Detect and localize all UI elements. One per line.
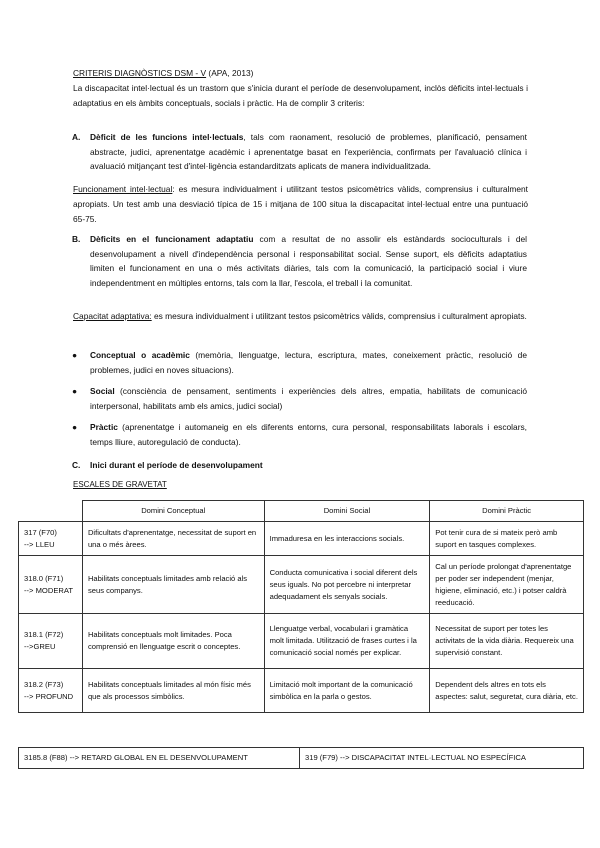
criterion-heading: Dèficits en el funcionament adaptatiu xyxy=(90,234,254,244)
header-empty xyxy=(19,501,83,522)
conceptual-cell: Dificultats d'aprenentatge, necessitat de suport en una o més àrees. xyxy=(82,522,264,556)
title-main: CRITERIS DIAGNÒSTICS DSM - V xyxy=(73,68,207,78)
funcionament-text: : es mesura individualment i utilitzant testos psicomètrics vàlids, comprensius i culturalment apropiats. Un test amb una desviació típica de 15 i mitjana de 100 situa la discapacitat intel·lectual entre una puntuació 65-75. xyxy=(73,184,529,224)
bullet-icon: ● xyxy=(72,350,78,360)
escales-title: ESCALES DE GRAVETAT xyxy=(73,480,167,489)
practic-cell: Dependent dels altres en tots els aspectes: salut, seguretat, cura diària, etc. xyxy=(430,669,584,713)
bullet-text: (aprenentatge i automaneig en els diferents entorns, cura personal, responsabilitats laborals i escolars, temps lliure, autoregulació de conducta). xyxy=(90,422,527,447)
criterion-letter: C. xyxy=(72,460,81,470)
criterion-letter: B. xyxy=(72,234,81,244)
criterion-b xyxy=(72,232,527,290)
criterion-c xyxy=(72,458,527,473)
severity-cell xyxy=(19,522,83,556)
severity-level: --> MODERAT xyxy=(24,585,74,595)
practic-cell: Cal un període prolongat d'aprenentatge per poder ser independent (menjar, higiene, eliminació, etc.) i potser caldrà reeducació. xyxy=(430,556,584,614)
severity-level: --> PROFUND xyxy=(24,691,74,701)
criterion-letter: A. xyxy=(72,132,81,142)
bullet-heading: Pràctic xyxy=(90,422,118,432)
funcionament-label: Funcionament intel·lectual xyxy=(73,184,173,194)
severity-code: 317 (F70) xyxy=(24,527,57,537)
title-ref: (APA, 2013) xyxy=(206,68,254,78)
severity-cell xyxy=(19,556,83,614)
bullet-text: (memòria, llenguatge, lectura, escriptura, mates, coneixement pràctic, resolució de problemes, judici en noves situacions). xyxy=(90,350,527,375)
criterion-heading: Inici durant el període de desenvolupament xyxy=(90,460,263,470)
capacitat-paragraph xyxy=(73,309,528,324)
bullet-conceptual xyxy=(72,348,527,377)
criterion-text: , tals com raonament, resolució de problemes, planificació, pensament abstracte, judici, aprenentatge acadèmic i aprenentatge basat en l'experiència, confirmats per l'avaluació clínica i avaluació mitjançant test d'intel·ligència estandarditzats aplicats de manera individualitzada. xyxy=(90,132,527,171)
table-row xyxy=(19,748,584,769)
header-practic: Domini Pràctic xyxy=(430,501,584,522)
severity-code: 318.1 (F72) xyxy=(24,630,64,639)
header-social: Domini Social xyxy=(264,501,430,522)
practic-cell: Necessitat de suport per totes les activitats de la vida diària. Requereix una supervisió constant. xyxy=(430,614,584,669)
practic-cell: Pot tenir cura de si mateix però amb suport en tasques complexes. xyxy=(430,522,584,556)
severity-level: -->GREU xyxy=(24,642,56,651)
header-conceptual: Domini Conceptual xyxy=(82,501,264,522)
capacitat-text: es mesura individualment i utilitzant testos psicomètrics vàlids, comprensius i culturalment apropiats. xyxy=(151,311,527,321)
bullet-icon: ● xyxy=(72,386,78,396)
conceptual-cell: Habilitats conceptuals molt limitades. Poca comprensió en llenguatge escrit o conceptes. xyxy=(82,614,264,669)
intro-paragraph: La discapacitat intel·lectual és un trastorn que s'inicia durant el període de desenvolupament, inclòs dèficits intel·lectuals i adaptatius en els àmbits conceptuals, socials i pràctic. Ha de complir 3 criteris: xyxy=(73,83,528,108)
bullet-text: (consciència de pensament, sentiments i experiències dels altres, empatia, habilitats de comunicació interpersonal, habilitats amb els amics, judici social) xyxy=(90,386,527,411)
severity-cell xyxy=(19,669,83,713)
table-row xyxy=(19,614,584,669)
capacitat-label: Capacitat adaptativa: xyxy=(73,311,152,321)
bullet-social xyxy=(72,384,527,413)
table-row xyxy=(19,522,584,556)
conceptual-cell: Habilitats conceptuals limitades al món físic més que als processos simbòlics. xyxy=(82,669,264,713)
table-header-row xyxy=(19,501,584,522)
bullet-heading: Social xyxy=(90,386,115,396)
unspecified-cell: 319 (F79) --> DISCAPACITAT INTEL·LECTUAL NO ESPECÍFICA xyxy=(300,748,584,769)
social-cell: Limitació molt important de la comunicació simbòlica en la parla o gestos. xyxy=(264,669,430,713)
severity-code: 318.2 (F73) xyxy=(24,679,64,689)
criterion-heading: Dèficit de les funcions intel·lectuals xyxy=(90,132,244,142)
severity-table xyxy=(18,500,584,713)
social-cell: Conducta comunicativa i social diferent dels seus iguals. No pot percebre ni interpretar adequadament els senyals socials. xyxy=(264,556,430,614)
severity-level: --> LLEU xyxy=(24,539,55,549)
table-row xyxy=(19,556,584,614)
criterion-text: com a resultat de no assolir els estàndards socioculturals i del desenvolupament a nivell d'independència personal i responsabilitat social. Sense suport, els dèficits adaptatius limiten el funcionament en una o més activitats diàries, tals com la comunicació, la participació social i viure independentment en múltiples entorns, tals com la llar, l'escola, el treball i la comunitat. xyxy=(90,234,527,288)
severity-code: 318.0 (F71) xyxy=(24,573,64,583)
criterion-a xyxy=(72,130,527,174)
table-row xyxy=(19,669,584,713)
page-title xyxy=(73,66,253,81)
bullet-heading: Conceptual o acadèmic xyxy=(90,350,190,360)
bullet-icon: ● xyxy=(72,422,78,432)
funcionament-paragraph xyxy=(73,182,528,227)
social-cell: Immaduresa en les interaccions socials. xyxy=(264,522,430,556)
bullet-practic xyxy=(72,420,527,449)
conceptual-cell: Habilitats conceptuals limitades amb relació als seus companys. xyxy=(82,556,264,614)
global-delay-cell: 3185.8 (F88) --> RETARD GLOBAL EN EL DESENVOLUPAMENT xyxy=(19,748,300,769)
social-cell: Llenguatge verbal, vocabulari i gramàtica molt limitada. Utilització de frases curtes i la comunicació social només per explicar. xyxy=(264,614,430,669)
severity-cell xyxy=(19,614,83,669)
other-diagnoses-table xyxy=(18,747,584,769)
